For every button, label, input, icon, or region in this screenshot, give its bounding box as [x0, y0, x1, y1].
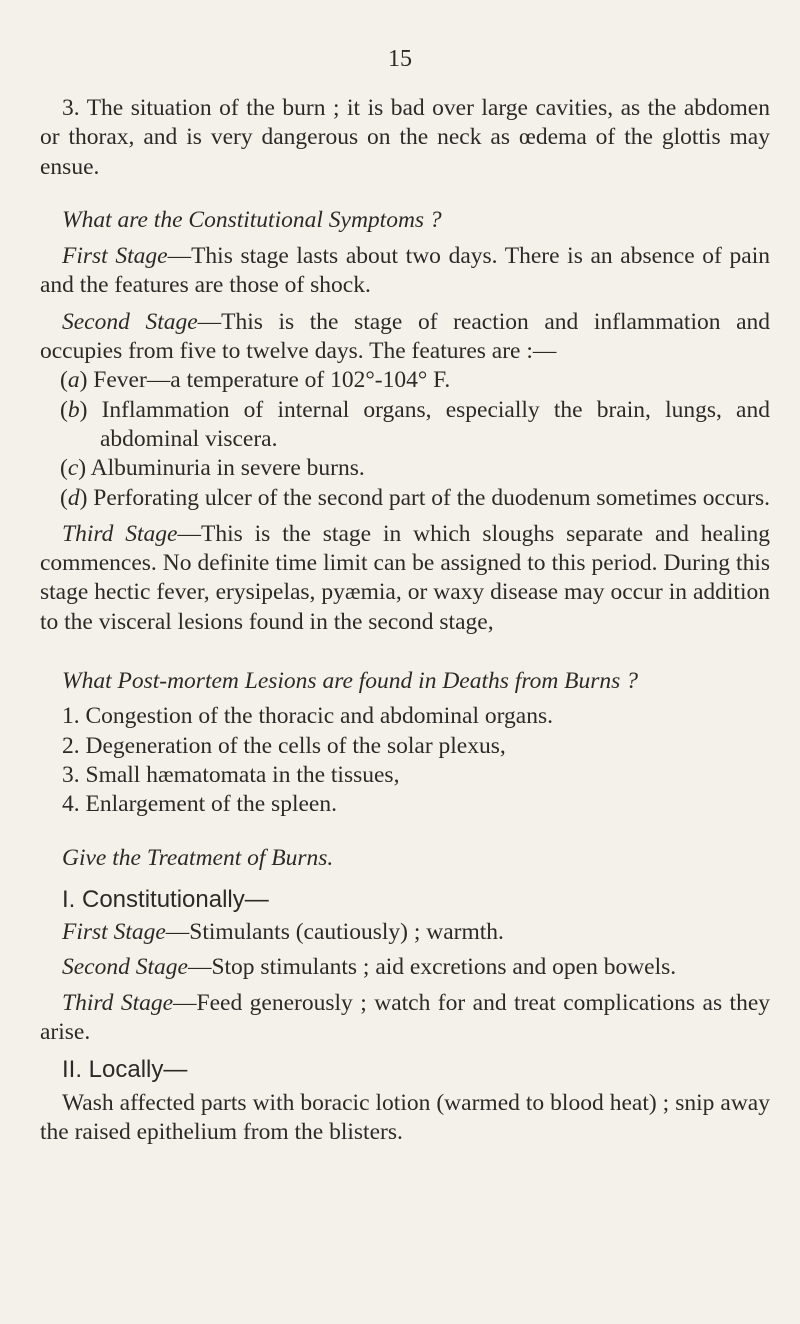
constitutionally-heading: I. Constitutionally—: [62, 885, 269, 913]
treatment-question: Give the Treatment of Burns.: [62, 844, 334, 871]
treatment-first-stage-label: First Stage: [62, 919, 166, 946]
feature-marker: c: [67, 455, 79, 482]
second-stage-label: Second Stage: [62, 308, 198, 335]
feature-item: (d) Perforating ulcer of the second part of the duodenum sometimes occurs.: [60, 484, 771, 511]
feature-item: (b) Inflammation of internal organs, especially the brain, lungs, and abdominal viscera.: [60, 396, 770, 452]
locally-paragraph: Wash affected parts with boracic lotion (warmed to blood heat) ; snip away the raised epithelium from the blisters.: [40, 1089, 770, 1145]
treatment-second-stage: [40, 953, 770, 982]
feature-item: (a) Fever—a temperature of 102°-104° F.: [60, 367, 451, 394]
feature-text: Inflammation of internal organs, especially the brain, lungs, and abdominal viscera.: [100, 396, 770, 452]
treatment-third-stage-text: —Feed generously ; watch for and treat complications as they arise.: [40, 989, 770, 1046]
burn-situation-paragraph: 3. The situation of the burn ; it is bad over large cavities, as the abdomen or thorax, and is very dangerous on the neck as œdema of the glottis may ensue.: [40, 95, 770, 180]
feature-marker: b: [67, 396, 80, 423]
treatment-first-stage-text: —Stimulants (cautiously) ; warmth.: [165, 919, 504, 946]
second-stage-paragraph: [40, 308, 770, 367]
third-stage-text: —This is the stage in which sloughs separate and healing commences. No definite time limit can be assigned to this period. During this stage hectic fever, erysipelas, pyæmia, or waxy disease may occur in addition to the visceral lesions found in the second stage,: [40, 520, 770, 635]
feature-text: Perforating ulcer of the second part of the duodenum sometimes occurs.: [93, 484, 771, 511]
constitutional-symptoms-question: What are the Constitutional Symptoms ?: [62, 206, 442, 233]
second-stage-text: —This is the stage of reaction and inflammation and occupies from five to twelve days. The features are :—: [40, 308, 770, 365]
locally-heading: II. Locally—: [62, 1056, 188, 1084]
postmortem-item: 4. Enlargement of the spleen.: [62, 791, 337, 818]
postmortem-lesions-question: What Post-mortem Lesions are found in Deaths from Burns ?: [62, 668, 638, 695]
treatment-second-stage-label: Second Stage: [62, 954, 188, 981]
treatment-second-stage-text: —Stop stimulants ; aid excretions and open bowels.: [187, 954, 677, 981]
feature-text: Fever—a temperature of 102°-104° F.: [93, 367, 451, 394]
postmortem-item: 2. Degeneration of the cells of the solar plexus,: [62, 732, 506, 759]
third-stage-label: Third Stage: [62, 520, 178, 547]
first-stage-paragraph: [40, 242, 770, 301]
treatment-third-stage: [40, 989, 770, 1048]
feature-text: Albuminuria in severe burns.: [90, 455, 365, 482]
treatment-first-stage: [40, 918, 770, 947]
feature-marker: a: [67, 367, 80, 394]
first-stage-text: —This stage lasts about two days. There is an absence of pain and the features are those of shock.: [40, 243, 770, 299]
feature-marker: d: [67, 484, 80, 511]
postmortem-item: 1. Congestion of the thoracic and abdominal organs.: [62, 703, 553, 730]
postmortem-list: [40, 702, 770, 819]
postmortem-item: 3. Small hæmatomata in the tissues,: [62, 761, 400, 788]
first-stage-label: First Stage: [62, 243, 168, 270]
page-body: [40, 94, 770, 1147]
treatment-third-stage-label: Third Stage: [62, 989, 174, 1016]
feature-item: (c) Albuminuria in severe burns.: [60, 455, 365, 482]
page-number: 15: [388, 46, 412, 72]
third-stage-paragraph: [40, 520, 770, 637]
